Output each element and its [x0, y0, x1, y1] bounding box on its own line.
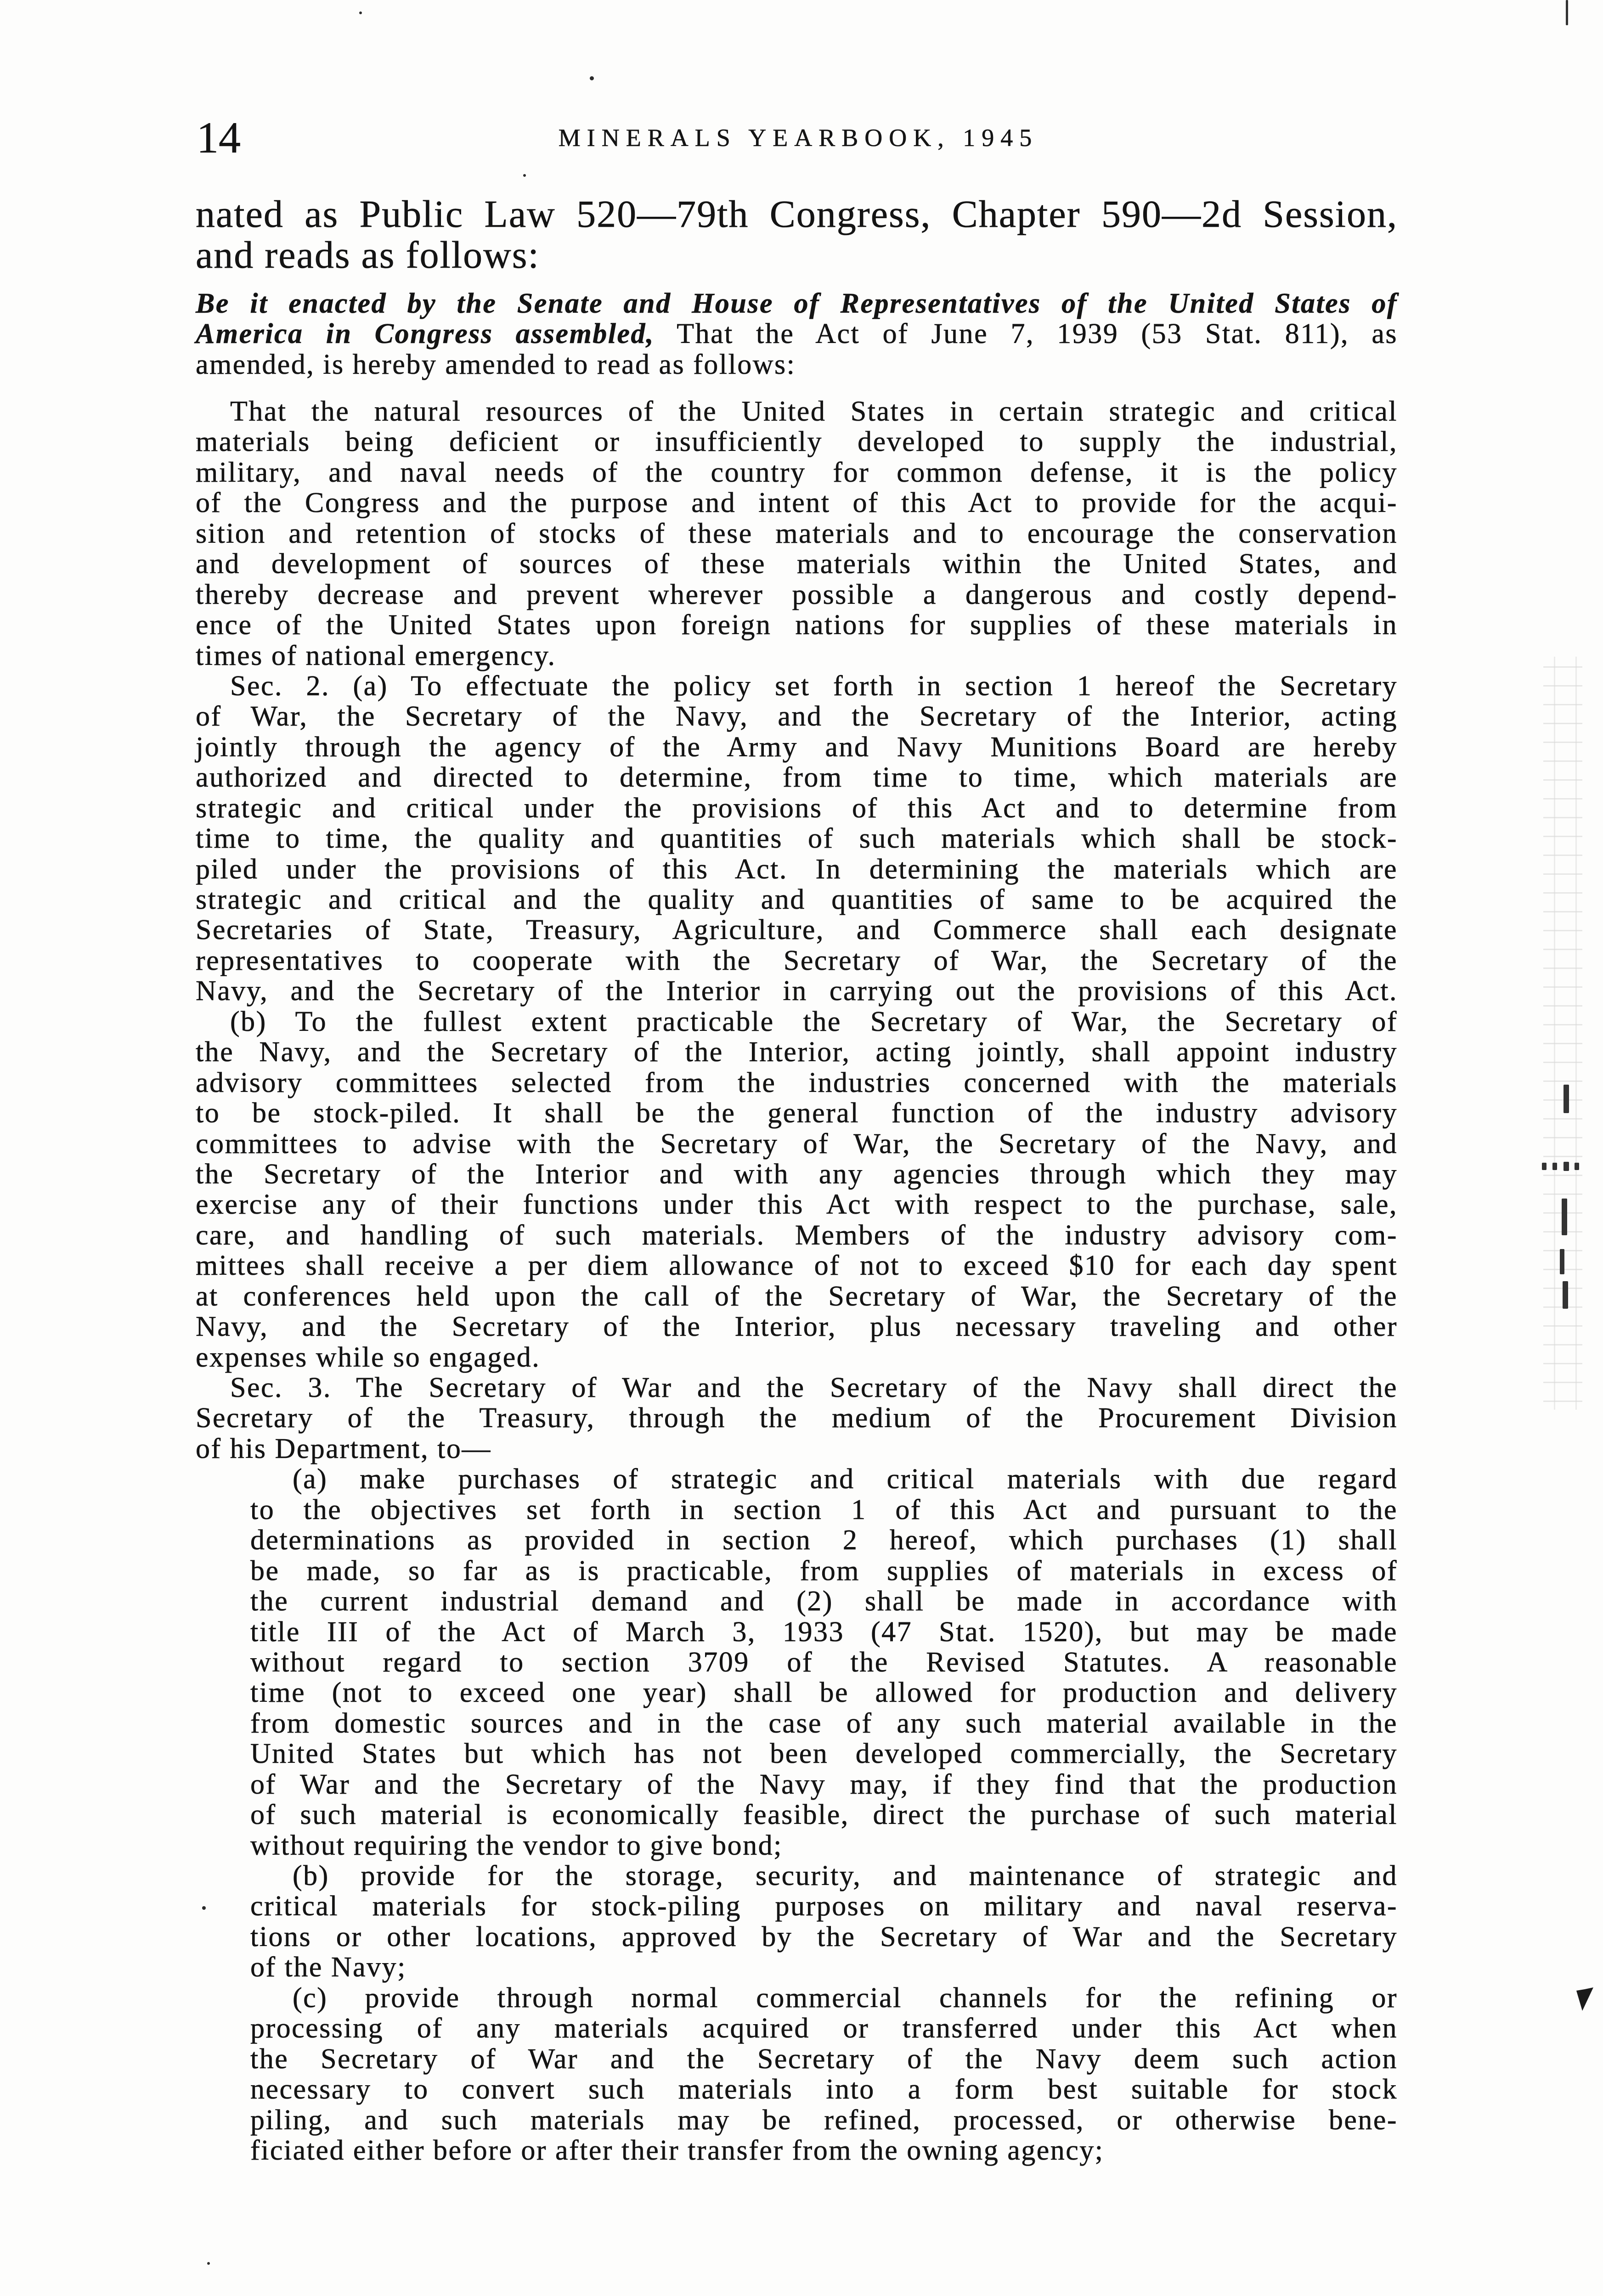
- body-line: Secretaries of State, Treasury, Agriculture, and Commerce shall each designate: [196, 914, 1398, 946]
- body-line: military, and naval needs of the country for common defense, it is the policy: [196, 456, 1398, 488]
- enacting-clause-italic: America in Congress assembled,: [196, 318, 655, 350]
- sec-3-item-c: [250, 1983, 1398, 2166]
- body-line: advisory committees selected from the industries concerned with the materials: [196, 1067, 1398, 1098]
- body-line: That the natural resources of the United States in certain strategic and critical: [230, 396, 1398, 427]
- body-line: the Secretary of the Interior and with any agencies through which they may: [196, 1158, 1398, 1190]
- item-line: title III of the Act of March 3, 1933 (47 Stat. 1520), but may be made: [250, 1616, 1398, 1648]
- item-line: without regard to section 3709 of the Revised Statutes. A reasonable: [250, 1646, 1398, 1678]
- item-line: the Secretary of War and the Secretary of the Navy deem such action: [250, 2043, 1398, 2075]
- item-line: necessary to convert such materials into a form best suitable for stock: [250, 2074, 1398, 2105]
- scan-speck: [207, 2262, 210, 2265]
- enacting-clause-line: Be it enacted by the Senate and House of Representatives of the United States of: [196, 288, 1398, 319]
- item-line: to the objectives set forth in section 1 of this Act and pursuant to the: [250, 1494, 1398, 1525]
- item-line: without requiring the vendor to give bond;: [250, 1829, 783, 1861]
- body-line: exercise any of their functions under this Act with respect to the purchase, sale,: [196, 1189, 1398, 1221]
- scan-speck: [202, 1906, 206, 1910]
- body-line: time to time, the quality and quantities of such materials which shall be stock-: [196, 823, 1398, 855]
- item-line: of such material is economically feasible, direct the purchase of such material: [250, 1799, 1398, 1831]
- item-line: from domestic sources and in the case of any such material available in the: [250, 1707, 1398, 1739]
- body-line: times of national emergency.: [196, 640, 556, 671]
- scan-mark: [1542, 1163, 1547, 1170]
- body-line: and development of sources of these materials within the United States, and: [196, 548, 1398, 580]
- scan-speck: [523, 174, 526, 177]
- body-line: to be stock-piled. It shall be the general function of the industry advisory: [196, 1097, 1398, 1129]
- item-line: critical materials for stock-piling purposes on military and naval reserva-: [250, 1891, 1398, 1922]
- scan-mark: [1552, 1163, 1557, 1170]
- body-line: at conferences held upon the call of the Secretary of War, the Secretary of the: [196, 1280, 1398, 1312]
- body-line: authorized and directed to determine, from time to time, which materials are: [196, 762, 1398, 793]
- item-line: (a) make purchases of strategic and critical materials with due regard: [293, 1463, 1398, 1495]
- body-line: mittees shall receive a per diem allowance of not to exceed $10 for each day spent: [196, 1250, 1398, 1282]
- scan-arrowhead-shape: [1576, 1987, 1593, 2011]
- enacting-clause-text: That the Act of June 7, 1939 (53 Stat. 811), as: [677, 318, 1398, 350]
- enacting-clause: [196, 288, 1398, 380]
- sec-3-item-a: [250, 1464, 1398, 1861]
- item-line: time (not to exceed one year) shall be allowed for production and delivery: [250, 1677, 1398, 1709]
- body-line: jointly through the agency of the Army and Navy Munitions Board are hereby: [196, 731, 1398, 763]
- scan-mark: [1562, 1199, 1567, 1235]
- intro-text: [196, 194, 1398, 276]
- scan-speck: [590, 76, 594, 80]
- item-line: piling, and such materials may be refined, processed, or otherwise bene-: [250, 2104, 1398, 2136]
- paragraph-sec-3: [196, 1373, 1398, 1464]
- body-line: strategic and critical under the provisions of this Act and to determine from: [196, 792, 1398, 824]
- item-line: be made, so far as is practicable, from supplies of materials in excess of: [250, 1555, 1398, 1587]
- body-line: Navy, and the Secretary of the Interior in carrying out the provisions of this Act.: [196, 975, 1398, 1007]
- page-number: 14: [197, 113, 241, 162]
- running-title: MINERALS YEARBOOK, 1945: [558, 124, 1039, 152]
- body-line: Sec. 3. The Secretary of War and the Secretary of the Navy shall direct the: [230, 1372, 1398, 1403]
- item-line: tions or other locations, approved by the Secretary of War and the Secretary: [250, 1921, 1398, 1953]
- body-line: representatives to cooperate with the Secretary of War, the Secretary of the: [196, 945, 1398, 976]
- body-line: the Navy, and the Secretary of the Interior, acting jointly, shall appoint industry: [196, 1036, 1398, 1068]
- item-line: the current industrial demand and (2) shall be made in accordance with: [250, 1586, 1398, 1617]
- body-line: care, and handling of such materials. Members of the industry advisory com-: [196, 1219, 1398, 1251]
- body-line: of War, the Secretary of the Navy, and the Secretary of the Interior, acting: [196, 701, 1398, 732]
- sec-3-item-b: [250, 1861, 1398, 1983]
- scan-mark: [1560, 1249, 1564, 1274]
- intro-line: and reads as follows:: [196, 233, 540, 276]
- body-line: thereby decrease and prevent wherever possible a dangerous and costly depend-: [196, 579, 1398, 610]
- body-line: of his Department, to—: [196, 1433, 491, 1464]
- statute-body: [196, 396, 1398, 2166]
- item-line: of the Navy;: [250, 1952, 406, 1983]
- enacting-clause-line: [196, 319, 1398, 349]
- body-line: Sec. 2. (a) To effectuate the policy set forth in section 1 hereof the Secretary: [230, 670, 1398, 702]
- body-line: expenses while so engaged.: [196, 1341, 541, 1373]
- scan-mark: [1566, 0, 1568, 25]
- sec-3-item-list: [250, 1464, 1398, 2166]
- body-line: sition and retention of stocks of these materials and to encourage the conservation: [196, 518, 1398, 549]
- body-line: Navy, and the Secretary of the Interior, plus necessary traveling and other: [196, 1311, 1398, 1343]
- item-line: determinations as provided in section 2 hereof, which purchases (1) shall: [250, 1525, 1398, 1556]
- paragraph-sec-2a: [196, 671, 1398, 1007]
- scan-mark: [1563, 1085, 1569, 1113]
- body-line: (b) To the fullest extent practicable the Secretary of War, the Secretary of: [230, 1006, 1398, 1037]
- body-line: materials being deficient or insufficiently developed to supply the industrial,: [196, 426, 1398, 458]
- paragraph-policy: [196, 396, 1398, 671]
- body-line: strategic and critical and the quality and quantities of same to be acquired the: [196, 884, 1398, 915]
- body-line: piled under the provisions of this Act. In determining the materials which are: [196, 853, 1398, 885]
- scan-mark: [1563, 1162, 1569, 1171]
- scan-mark: [1575, 1163, 1579, 1170]
- enacting-clause-line: amended, is hereby amended to read as follows:: [196, 349, 796, 380]
- body-line: ence of the United States upon foreign nations for supplies of these materials in: [196, 609, 1398, 641]
- item-line: processing of any materials acquired or transferred under this Act when: [250, 2013, 1398, 2044]
- scan-speck: [359, 11, 362, 14]
- scan-arrowhead-mark: [1571, 1983, 1598, 2015]
- body-line: Secretary of the Treasury, through the medium of the Procurement Division: [196, 1402, 1398, 1434]
- item-line: United States but which has not been developed commercially, the Secretary: [250, 1738, 1398, 1770]
- item-line: of War and the Secretary of the Navy may, if they find that the production: [250, 1768, 1398, 1800]
- body-line: of the Congress and the purpose and intent of this Act to provide for the acqui-: [196, 487, 1398, 519]
- body-line: committees to advise with the Secretary of War, the Secretary of the Navy, and: [196, 1128, 1398, 1159]
- paragraph-sec-2b: [196, 1007, 1398, 1373]
- item-line: (b) provide for the storage, security, and maintenance of strategic and: [293, 1860, 1398, 1891]
- item-line: (c) provide through normal commercial channels for the refining or: [293, 1982, 1398, 2014]
- item-line: ficiated either before or after their transfer from the owning agency;: [250, 2134, 1104, 2166]
- scan-mark: [1563, 1281, 1568, 1309]
- intro-line: nated as Public Law 520—79th Congress, Chapter 590—2d Session,: [196, 193, 1398, 236]
